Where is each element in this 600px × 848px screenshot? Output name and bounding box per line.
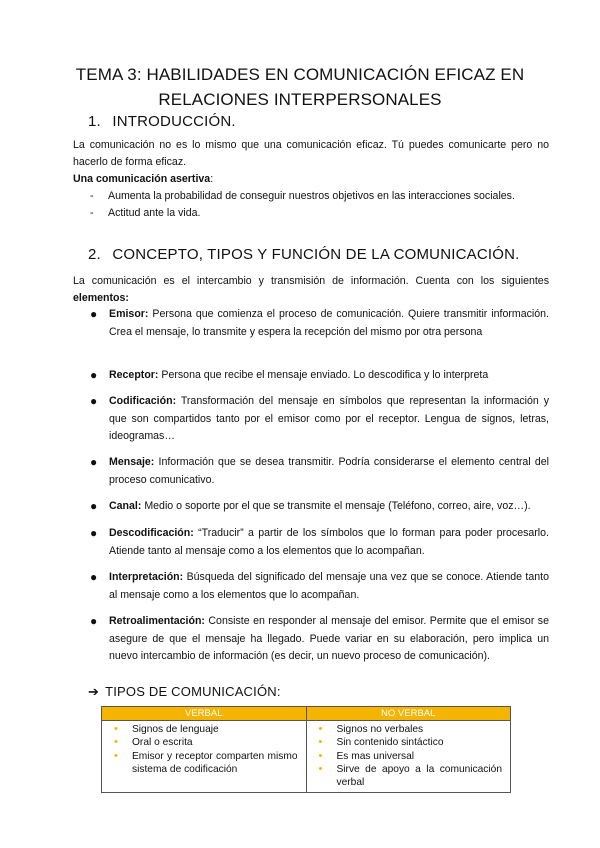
section2-title: CONCEPTO, TIPOS Y FUNCIÓN DE LA COMUNICACIÓN. [112,246,520,263]
section1-subheading [73,171,549,188]
list-item: • Signos no verbales [313,723,503,736]
section2-heading [88,246,520,263]
element-desc: Búsqueda del significado del mensaje una vez que se conoce. Atiende tanto al mensaje como a los elementos que lo acompañan. [109,571,549,601]
assertive-label: Una comunicación asertiva [73,173,211,185]
element-term: Interpretación: [109,571,184,583]
verbal-cell [102,721,307,793]
header-no-verbal: NO VERBAL [306,707,511,721]
element-desc: Persona que comienza el proceso de comunicación. Quiere transmitir información. Crea el mensaje, lo transmite y espera la recepción del mismo por otra persona [109,308,549,338]
list-item: • Es mas universal [313,750,503,763]
list-item: - Actitud ante la vida. [90,205,549,222]
element-term: Receptor: [109,369,159,381]
element-desc: “Traducir” a partir de los símbolos que lo forman para poder procesarlo. Atiende tanto al mensaje como a los elementos que lo acompañan. [109,527,549,557]
communication-types-table [101,706,511,793]
bullet-icon: ● [90,499,98,513]
bullet-icon: ● [90,368,98,382]
element-item-retroalimentacion [90,613,549,666]
element-desc: Consiste en responder al mensaje del emisor. Permite que el emisor se asegure de que el mensaje ha llegado. Puede variar en su elaboración, pero implica un nuevo intercambio de información (es decir, un nuevo proceso de comunicación). [109,615,549,662]
bullet-icon: ● [90,570,98,584]
section1-heading [88,113,236,130]
verbal-list [108,723,298,776]
element-item-emisor [90,306,549,341]
element-desc: Transformación del mensaje en símbolos que representan la información y que son compartidos tanto por el emisor como por el receptor. Lengua de signos, letras, ideogramas… [109,395,549,442]
element-item-canal [90,498,549,516]
element-term: Canal: [109,500,142,512]
bullet-icon: ● [90,526,98,540]
element-desc: Información que se desea transmitir. Podría considerarse el elemento central del proceso comunicativo. [109,456,549,486]
element-item-codificacion [90,393,549,446]
list-item: - Aumenta la probabilidad de conseguir nuestros objetivos en las interacciones sociales. [90,188,549,205]
list-item: • Emisor y receptor comparten mismo sistema de codificación [108,750,298,777]
title-line-2: RELACIONES INTERPERSONALES [158,90,442,109]
no-verbal-cell [306,721,511,793]
element-term: Retroalimentación: [109,615,205,627]
intro-bold: elementos [73,292,126,304]
list-item: • Sirve de apoyo a la comunicación verbal [313,763,503,790]
title-line-1: TEMA 3: HABILIDADES EN COMUNICACIÓN EFICAZ EN [75,65,525,84]
section1-paragraph: La comunicación no es lo mismo que una comunicación eficaz. Tú puedes comunicarte pero no hacerlo de forma eficaz. [73,139,549,168]
bullet-icon: ● [90,614,98,628]
element-term: Emisor: [109,308,149,320]
section1-title: INTRODUCCIÓN. [112,113,236,130]
section2-number: 2. [88,246,101,263]
types-heading [88,684,281,700]
list-item: • Sin contenido sintáctico [313,736,503,749]
no-verbal-list [313,723,503,789]
bullet-icon: ● [90,455,98,469]
intro-colon: : [125,292,129,304]
element-item-mensaje [90,454,549,489]
element-item-descodificacion [90,525,549,560]
section2-intro [73,273,549,307]
element-term: Descodificación: [109,527,194,539]
assertive-colon: : [210,173,214,185]
header-verbal: VERBAL [102,707,307,721]
list-item: • Signos de lenguaje [108,723,298,736]
element-desc: Medio o soporte por el que se transmite el mensaje (Teléfono, correo, aire, voz…). [141,500,531,512]
bullet-icon: ● [90,394,98,408]
element-term: Codificación: [109,395,177,407]
element-item-interpretacion [90,569,549,604]
list-item: • Oral o escrita [108,736,298,749]
element-term: Mensaje: [109,456,155,468]
table-row [102,721,511,793]
document-title [60,62,540,112]
intro-text: La comunicación es el intercambio y transmisión de información. Cuenta con los siguientes [73,275,549,287]
types-title: TIPOS DE COMUNICACIÓN: [105,684,281,699]
bullet-icon: ● [90,307,98,321]
table-header-row [102,707,511,721]
element-item-receptor [90,367,549,385]
arrow-right-icon: ➔ [88,684,100,699]
element-desc: Persona que recibe el mensaje enviado. Lo descodifica y lo interpreta [158,369,489,381]
assertive-list [90,188,549,222]
section1-number: 1. [88,113,101,130]
